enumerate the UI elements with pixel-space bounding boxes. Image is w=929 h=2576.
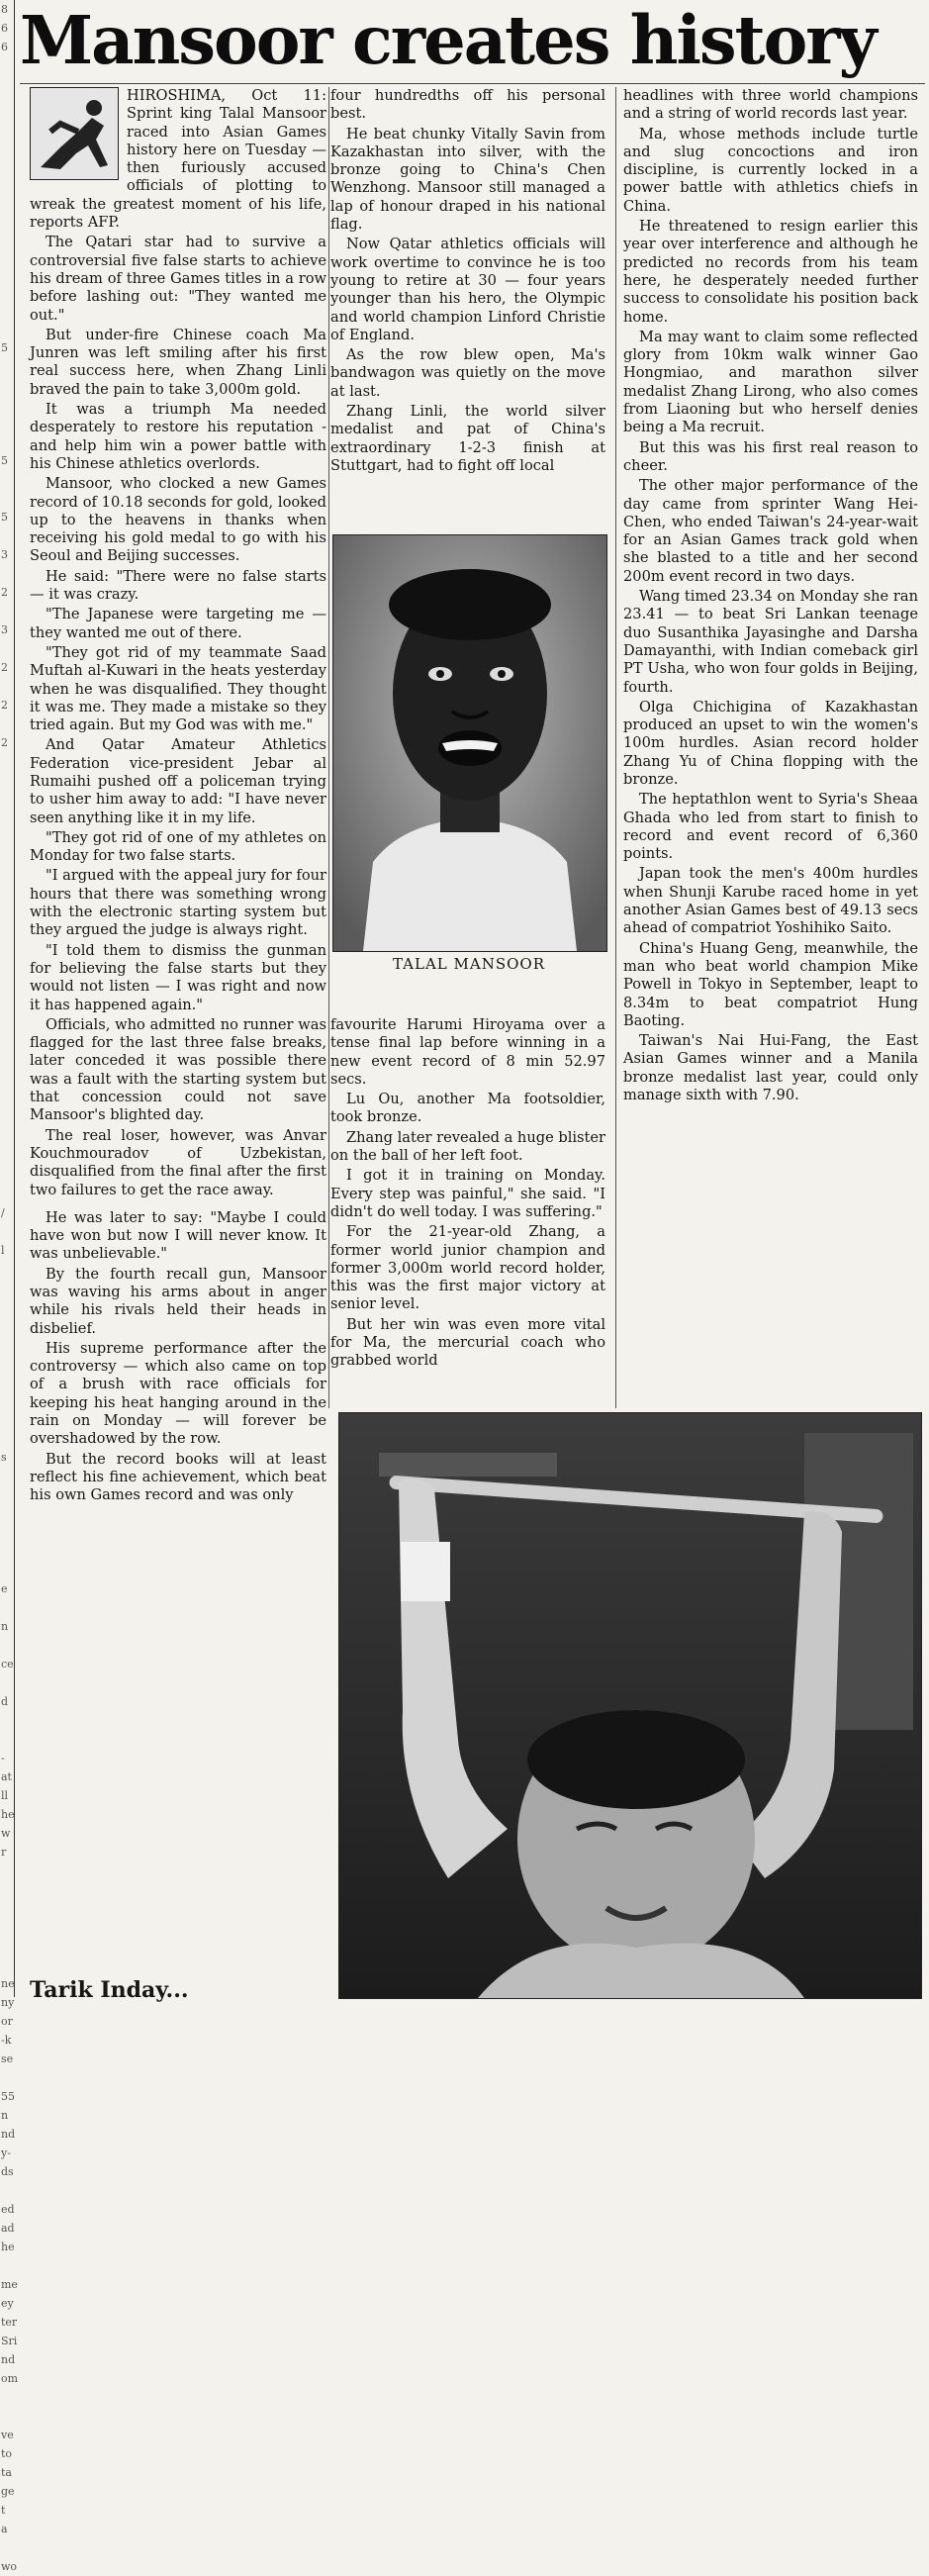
article-paragraph: Wang timed 23.34 on Monday she ran 23.41 — to beat Sri Lankan teenage duo Susanthika Jayasinghe and Darsha Damayanthi, with Indian comeback girl PT Usha, who won four golds in Beijing, fourth. <box>623 588 918 696</box>
gutter-mark: he <box>1 2241 15 2253</box>
gutter-mark <box>0 113 14 132</box>
gutter-mark <box>0 470 14 489</box>
article-paragraph: He beat chunky Vitally Savin from Kazakhastan into silver, with the bronze going to China's Chen Wenzhong. Mansoor still managed a lap of honour draped in his national flag. <box>330 125 605 234</box>
gutter-mark <box>0 1297 14 1316</box>
gutter-mark <box>0 1166 14 1185</box>
gutter-mark <box>0 282 14 301</box>
article-paragraph: Taiwan's Nai Hui-Fang, the East Asian Games winner and a Manila bronze medalist last year, could only manage sixth with 7.90. <box>623 1032 918 1104</box>
gutter-mark <box>0 526 14 545</box>
gutter-mark: he <box>1 1808 15 1821</box>
gutter-mark <box>0 2068 14 2087</box>
gutter-mark <box>0 1711 14 1730</box>
article-paragraph: But under-fire Chinese coach Ma Junren was left smiling after his first real success here, when Zhang Linli braved the pain to take 3,000m gold. <box>30 326 326 398</box>
article-paragraph: It was a triumph Ma needed desperately to restore his reputation - and help him win a power battle with his Chinese athletics overlords. <box>30 401 326 472</box>
article-paragraph: China's Huang Geng, meanwhile, the man who beat world champion Mike Powell in Tokyo in September, leapt to 8.34m to beat compatriot Hung Baoting. <box>623 939 918 1029</box>
gutter-mark: 8 <box>1 3 8 16</box>
gutter-mark <box>0 1467 14 1485</box>
gutter-mark <box>0 1429 14 1448</box>
article-paragraph: But her win was even more vital for Ma, the mercurial coach who grabbed world <box>330 1315 605 1370</box>
sprinter-thumbnail-image <box>30 87 119 180</box>
gutter-mark <box>0 1730 14 1749</box>
gutter-mark <box>0 639 14 658</box>
gutter-mark: 2 <box>1 736 8 749</box>
gutter-mark: y- <box>1 2147 11 2159</box>
gutter-mark: 3 <box>1 548 8 561</box>
gutter-mark <box>0 771 14 790</box>
gutter-mark: ter <box>1 2316 18 2329</box>
gutter-mark <box>0 1091 14 1109</box>
article-paragraph: "I argued with the appeal jury for four hours that there was something wrong with the electronic starting system but they argued the judge is always right. <box>30 867 326 939</box>
article-paragraph: The Qatari star had to survive a controversial five false starts to achieve his dream of three Games titles in a row before lashing out: "They wanted me out." <box>30 234 326 324</box>
gutter-mark: e <box>1 1582 8 1595</box>
gutter-mark: se <box>1 2052 14 2065</box>
article-paragraph: Now Qatar athletics officials will work overtime to convince he is too young to retire at 30 — four years younger than his hero, the Olympic and world champion Linford Christie of England. <box>330 236 605 343</box>
talal-mansoor-portrait-photo <box>332 534 607 952</box>
article-paragraph: Ma may want to claim some reflected glory from 10km walk winner Gao Hongmiao, and marathon silver medalist Zhang Lirong, who also comes from Liaoning but who herself denies being a Ma recruit. <box>623 328 918 436</box>
gutter-mark: ge <box>1 2485 15 2498</box>
article-paragraph: "They got rid of my teammate Saad Muftah al-Kuwari in the heats yesterday when he was disqualified. They thought it was me. They made a mistake so they tried again. But my God was with me." <box>30 643 326 734</box>
gutter-mark: 2 <box>1 699 8 712</box>
gutter-mark <box>0 1561 14 1579</box>
gutter-mark <box>0 188 14 207</box>
next-article-headline-fragment: Tarik Inday... <box>30 1977 189 2003</box>
gutter-mark <box>0 1861 14 1880</box>
gutter-mark <box>0 1109 14 1128</box>
gutter-mark <box>0 376 14 395</box>
article-paragraph: As the row blew open, Ma's bandwagon was quietly on the move at last. <box>330 346 605 400</box>
headline: Mansoor creates history <box>20 1 876 79</box>
gutter-mark <box>0 1354 14 1373</box>
gutter-mark <box>0 1918 14 1937</box>
article-paragraph: For the 21-year-old Zhang, a former world junior champion and former 3,000m world record holder, this was the first major victory at senior level. <box>330 1223 605 1313</box>
gutter-mark <box>0 959 14 978</box>
article-paragraph: But the record books will at least reflect his fine achievement, which beat his own Games record and was only <box>30 1450 326 1504</box>
gutter-mark <box>0 2407 14 2426</box>
gutter-mark: n <box>1 2109 9 2122</box>
gutter-mark <box>0 207 14 226</box>
gutter-mark: ds <box>1 2165 14 2178</box>
photo-caption: TALAL MANSOOR <box>392 955 546 973</box>
column-rule-1 <box>328 87 329 1408</box>
gutter-mark <box>0 244 14 263</box>
gutter-mark <box>0 1598 14 1617</box>
article-paragraph: Ma, whose methods include turtle and slug concoctions and iron discipline, is currently locked in a power battle with athletics chiefs in China. <box>623 125 918 215</box>
gutter-mark <box>0 94 14 113</box>
article-paragraph: Mansoor, who clocked a new Games record of 10.18 seconds for gold, looked up to the heavens in thanks when receiving his gold medal to go with his Seoul and Beijing successes. <box>30 475 326 565</box>
gutter-mark <box>0 1015 14 1034</box>
gutter-mark: 5 <box>1 341 8 354</box>
gutter-mark <box>0 414 14 432</box>
article-paragraph: He said: "There were no false starts — it was crazy. <box>30 567 326 604</box>
gutter-mark <box>0 1222 14 1241</box>
gutter-mark <box>0 865 14 884</box>
left-margin-gutter <box>0 0 19 2573</box>
article-paragraph: headlines with three world champions and a string of world records last year. <box>623 87 918 123</box>
gutter-mark <box>0 357 14 376</box>
article-paragraph: Officials, who admitted no runner was flagged for the last three false breaks, later conceded it was possible there was a fault with the starting system but that concession could not save Mansoor's blighted day. <box>30 1015 326 1124</box>
gutter-mark: ll <box>1 1789 9 1802</box>
gutter-mark: ta <box>1 2466 12 2479</box>
gutter-mark <box>0 564 14 583</box>
gutter-mark: nd <box>1 2353 16 2366</box>
gutter-mark <box>0 1485 14 1504</box>
gutter-mark <box>0 827 14 846</box>
gutter-mark: Sri <box>1 2335 18 2347</box>
gutter-mark <box>0 132 14 150</box>
gutter-mark <box>0 809 14 827</box>
article-paragraph: The real loser, however, was Anvar Kouchmouradov of Uzbekistan, disqualified from the final after the first two failures to get the race away. <box>30 1126 326 1198</box>
gutter-mark: s <box>1 1451 7 1464</box>
gutter-mark: or <box>1 2015 13 2028</box>
gutter-mark <box>0 150 14 169</box>
article-paragraph: By the fourth recall gun, Mansoor was waving his arms about in anger while his rivals held their heads in disbelief. <box>30 1265 326 1337</box>
article-paragraph: He threatened to resign earlier this year over interference and although he predicted no records from his team here, he desperately needed further success to consolidate his position back home. <box>623 218 918 326</box>
gutter-mark: -k <box>1 2034 12 2047</box>
article-paragraph: "I told them to dismiss the gunman for believing the false starts but they would not listen — I was right and now it has happened again." <box>30 941 326 1013</box>
gutter-mark <box>0 1034 14 1053</box>
gutter-mark <box>0 56 14 75</box>
article-paragraph: favourite Harumi Hiroyama over a tense final lap before winning in a new event record of 8 min 52.97 secs. <box>330 1016 605 1088</box>
gutter-mark: 5 <box>1 454 8 467</box>
gutter-mark <box>0 921 14 940</box>
gutter-mark: ce <box>1 1658 14 1670</box>
article-column-2-bottom <box>330 1016 605 1405</box>
gutter-mark <box>0 1053 14 1072</box>
gutter-mark <box>0 1373 14 1391</box>
article-paragraph: His supreme performance after the controversy — which also came on top of a brush with race officials for keeping his heat hanging around in the rain on Monday — will forever be overshadowed by the row. <box>30 1339 326 1448</box>
gutter-mark: ey <box>1 2297 14 2310</box>
gutter-mark <box>0 846 14 865</box>
column-rule-2 <box>615 87 616 1408</box>
gutter-mark <box>0 790 14 809</box>
gutter-mark: r <box>1 1846 7 1859</box>
gutter-mark <box>0 1147 14 1166</box>
gutter-mark: ne <box>1 1977 15 1990</box>
gutter-mark: ny <box>1 1996 15 2009</box>
gutter-mark: nd <box>1 2128 16 2141</box>
article-paragraph: Zhang Linli, the world silver medalist and pat of China's extraordinary 1-2-3 finish at Stuttgart, had to fight off local <box>330 403 605 474</box>
gutter-mark <box>0 997 14 1015</box>
gutter-mark <box>0 978 14 997</box>
gutter-mark: at <box>1 1770 12 1783</box>
gutter-mark <box>0 432 14 451</box>
article-paragraph: Lu Ou, another Ma footsoldier, took bronze. <box>330 1091 605 1126</box>
gutter-mark <box>0 1523 14 1542</box>
gutter-mark: ad <box>1 2222 15 2235</box>
gutter-mark <box>0 1128 14 1147</box>
article-paragraph: Olga Chichigina of Kazakhastan produced an upset to win the women's 100m hurdles. Asian record holder Zhang Yu of China flopping with the bronze. <box>623 698 918 788</box>
gutter-mark <box>0 1072 14 1091</box>
article-paragraph: And Qatar Amateur Athletics Federation vice-president Jebar al Rumaihi pushed off a policeman trying to usher him away to add: "I have never seen anything like it in my life. <box>30 736 326 826</box>
gutter-mark <box>0 1673 14 1692</box>
article-paragraph: He was later to say: "Maybe I could have won but now I will never know. It was unbelievable." <box>30 1208 326 1263</box>
gutter-mark: om <box>1 2372 19 2385</box>
gutter-mark: me <box>1 2278 18 2291</box>
gutter-mark <box>0 2256 14 2275</box>
gutter-mark <box>0 1937 14 1956</box>
gutter-mark <box>0 395 14 414</box>
gutter-mark <box>0 903 14 921</box>
gutter-mark <box>0 752 14 771</box>
article-paragraph: Japan took the men's 400m hurdles when Shunji Karube raced home in yet another Asian Games best of 49.13 secs ahead of compatriot Yoshihiko Saito. <box>623 865 918 937</box>
gutter-mark: wo <box>1 2560 18 2573</box>
gutter-mark: 6 <box>1 22 8 35</box>
article-paragraph: But this was his first real reason to cheer. <box>623 438 918 474</box>
gutter-mark <box>0 301 14 320</box>
gutter-mark <box>0 1899 14 1918</box>
gutter-mark <box>0 884 14 903</box>
gutter-mark: ed <box>1 2203 15 2216</box>
gutter-mark: 2 <box>1 661 8 674</box>
gutter-mark: 2 <box>1 586 8 599</box>
article-paragraph: Zhang later revealed a huge blister on the ball of her left foot. <box>330 1128 605 1165</box>
gutter-mark <box>0 1410 14 1429</box>
article-paragraph: "They got rid of one of my athletes on Monday for two false starts. <box>30 828 326 865</box>
article-paragraph: "The Japanese were targeting me — they wanted me out of there. <box>30 606 326 641</box>
gutter-mark: l <box>1 1244 5 1257</box>
article-paragraph: The heptathlon went to Syria's Sheaa Ghada who led from start to finish to record and event record of 6,360 points. <box>623 791 918 863</box>
gutter-mark: ve <box>1 2429 14 2441</box>
gutter-mark <box>0 1316 14 1335</box>
gutter-mark <box>0 1880 14 1899</box>
gutter-mark: w <box>1 1827 11 1840</box>
gutter-mark <box>0 602 14 620</box>
gutter-mark <box>0 1279 14 1297</box>
gutter-mark: d <box>1 1695 9 1708</box>
article-column-3 <box>623 87 918 1413</box>
gutter-mark <box>0 169 14 188</box>
gutter-mark <box>0 226 14 244</box>
gutter-mark: 3 <box>1 623 8 636</box>
gutter-mark: n <box>1 1620 9 1633</box>
gutter-mark <box>0 2538 14 2557</box>
gutter-mark <box>0 940 14 959</box>
article-paragraph: I got it in training on Monday. Every step was painful," she said. "I didn't do well today. I was suffering." <box>330 1167 605 1220</box>
gutter-mark: / <box>1 1206 5 1219</box>
gutter-mark <box>0 263 14 282</box>
gutter-mark <box>0 1504 14 1523</box>
gutter-mark: 5 <box>1 511 8 524</box>
gutter-mark <box>0 75 14 94</box>
gutter-mark <box>0 2388 14 2407</box>
article-paragraph: four hundredths off his personal best. <box>330 87 605 123</box>
gutter-mark <box>0 677 14 696</box>
article-column-2-top <box>330 87 605 532</box>
gutter-mark <box>0 489 14 508</box>
gutter-mark <box>0 2181 14 2200</box>
gutter-mark: a <box>1 2523 8 2535</box>
gutter-mark <box>0 715 14 733</box>
gutter-mark <box>0 320 14 338</box>
article-paragraph: The other major performance of the day came from sprinter Wang Hei-Chen, who ended Taiwan's 24-year-wait for an Asian Games track gold when she blasted to a title and her second 200m event record in two days. <box>623 477 918 585</box>
gutter-mark: 6 <box>1 41 8 53</box>
gutter-mark: 55 <box>1 2090 15 2103</box>
gutter-mark <box>0 1956 14 1974</box>
article-paragraph: HIROSHIMA, Oct 11: Sprint king Talal Mansoor raced into Asian Games history here on Tuesday — then furiously accused officials of plotting to wreak the greatest moment of his life, reports AFP. <box>30 87 326 232</box>
gutter-mark <box>0 1335 14 1354</box>
gutter-mark <box>0 1260 14 1279</box>
gutter-mark: t <box>1 2504 6 2517</box>
gutter-mark: - <box>1 1752 5 1765</box>
gutter-mark: to <box>1 2447 13 2460</box>
weightlifter-photo <box>338 1412 922 1999</box>
gutter-mark <box>0 1542 14 1561</box>
gutter-mark <box>0 1391 14 1410</box>
gutter-mark <box>0 1185 14 1203</box>
article-column-1 <box>30 87 326 1992</box>
gutter-mark <box>0 1636 14 1655</box>
headline-rule <box>20 83 925 84</box>
